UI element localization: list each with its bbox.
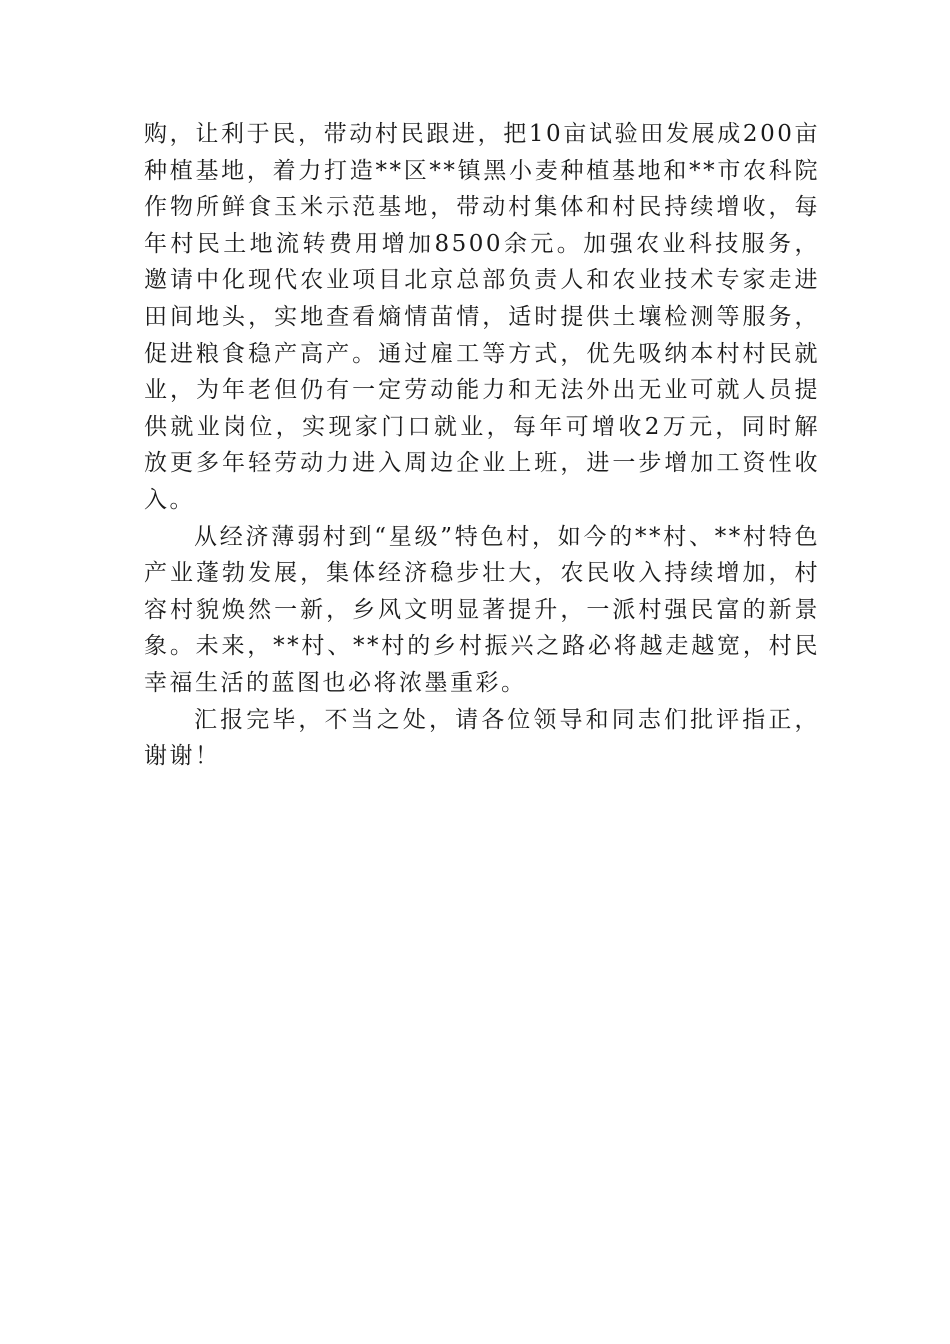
- paragraph-closing: 汇报完毕，不当之处，请各位领导和同志们批评指正，谢谢！: [144, 706, 820, 770]
- paragraph-conclusion: 从经济薄弱村到“星级”特色村，如今的**村、**村特色产业蓬勃发展，集体经济稳步壮大，农民收入持续增加，村容村貌焕然一新，乡风文明显著提升，一派村强民富的新景象。未来，**村、**村的乡村振兴之路必将越走越宽，村民幸福生活的蓝图也必将浓墨重彩。: [144, 523, 820, 696]
- paragraph-continued: 购，让利于民，带动村民跟进，把10亩试验田发展成200亩种植基地，着力打造**区**镇黑小麦种植基地和**市农科院作物所鲜食玉米示范基地，带动村集体和村民持续增收，每年村民土地流转费用增加8500余元。加强农业科技服务，邀请中化现代农业项目北京总部负责人和农业技术专家走进田间地头，实地查看熵情苗情，适时提供土壤检测等服务，促进粮食稳产高产。通过雇工等方式，优先吸纳本村村民就业，为年老但仍有一定劳动能力和无法外出无业可就人员提供就业岗位，实现家门口就业，每年可增收2万元，同时解放更多年轻劳动力进入周边企业上班，进一步增加工资性收入。: [144, 121, 820, 513]
- document-body: [144, 116, 820, 775]
